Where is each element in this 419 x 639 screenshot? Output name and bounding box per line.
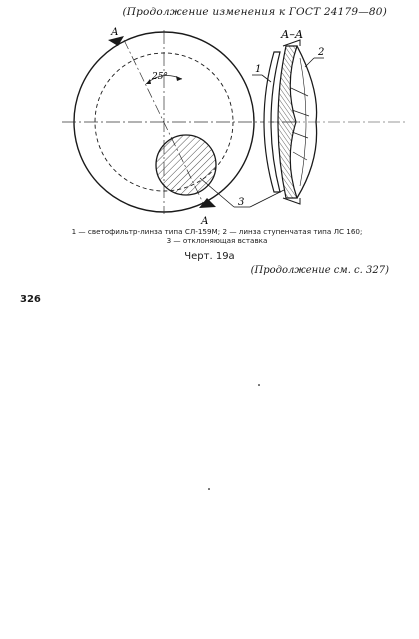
angle-label: 25° [152,72,168,82]
callout-1: 1 [255,64,262,75]
section-label: А–А [281,28,304,41]
callout-3: 3 [238,197,245,208]
cut-mark-top: А [111,27,119,38]
cut-mark-bottom: А [201,216,209,227]
caption-line-2: 3 — отклоняющая вставка [166,235,268,245]
scan-speck [258,384,260,386]
caption-line-1: 1 — светофильтр-линза типа СЛ-159М; 2 — линза ступенчатая типа ЛС 160; [71,227,363,236]
lens-section-view [264,40,406,204]
callout-2: 2 [318,47,325,58]
page-header: (Продолжение изменения к ГОСТ 24179—80) [122,6,387,18]
scan-speck [208,488,210,490]
figure-caption [52,228,382,245]
page-number: 326 [20,294,41,305]
technical-drawing [0,0,419,240]
continuation-note: (Продолжение см. с. 327) [250,265,389,276]
figure-title: Черт. 19а [184,251,235,262]
